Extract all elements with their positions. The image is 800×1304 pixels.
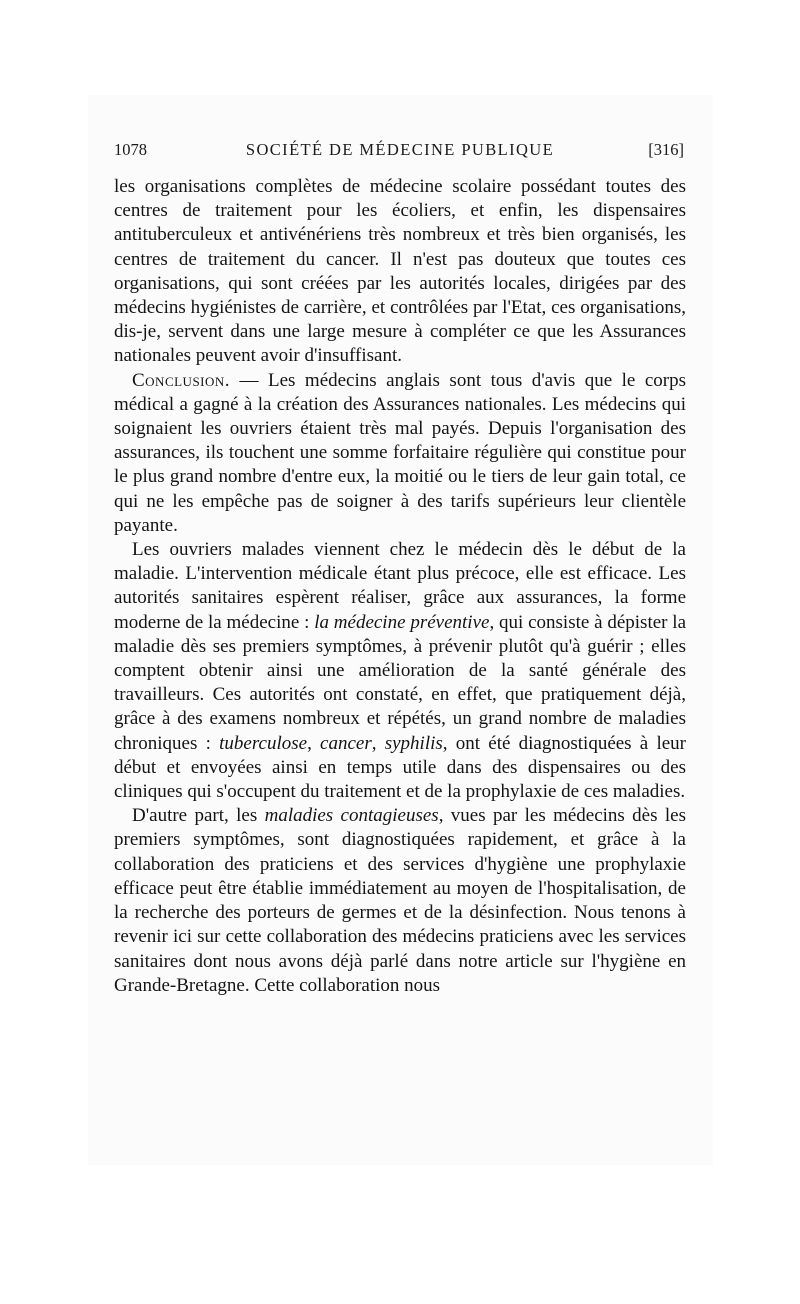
paragraph-2-text: — Les médecins anglais sont tous d'avis que le corps médical a gagné à la création des Assurances nationales. Les médecins qui soignaient les ouvriers étaient très mal payés. Depuis l'organisation des assurances, ils touchent une somme forfaitaire régulière qui constitue pour le plus grand nombre d'entre eux, la moitié ou le tiers de leur gain total, ce qui ne les empêche pas de soigner à des tarifs supérieurs leur clientèle payante. — [114, 369, 686, 536]
running-title: SOCIÉTÉ DE MÉDECINE PUBLIQUE — [245, 140, 555, 159]
term-contagious-diseases: maladies contagieuses — [264, 805, 439, 827]
separator-2: , — [371, 732, 385, 754]
conclusion-heading: Conclusion. — [132, 369, 231, 391]
separator-1: , — [307, 732, 321, 754]
paragraph-4-text-b: , vues par les médecins dès les premiers symptômes, sont diagnostiquées rapidement, et grâce à la collaboration des praticiens et des services d'hygiène une prophylaxie efficace peut être établie immédiatement au moyen de l'hospitalisation, de la recherche des porteurs de germes et de la désinfection. Nous tenons à revenir ici sur cette collaboration des médecins praticiens avec les services sanitaires dont nous avons déjà parlé dans notre article sur l'hygiène en Grande-Bretagne. Cette collaboration nous — [114, 805, 686, 996]
page-header — [114, 140, 686, 166]
paragraph-3-text-b: , qui consiste à dépister la maladie dès ses premiers symptômes, à prévenir plutôt qu'à guérir ; elles comptent obtenir ainsi une amélioration de la santé générale des travailleurs. Ces autorités ont constaté, en effet, que pratiquement déjà, grâce à des examens nombreux et répétés, un grand nombre de maladies chroniques : — [114, 611, 687, 754]
page-number: 1078 — [114, 140, 147, 159]
text-body — [114, 175, 686, 998]
reference-number: [316] — [648, 140, 684, 159]
term-cancer: cancer — [320, 732, 372, 754]
paragraph-conclusion — [114, 369, 686, 538]
term-preventive-medicine: la médecine préventive — [314, 611, 490, 633]
paragraph-4-text-a: D'autre part, les — [132, 805, 265, 827]
paragraph-3-text-a: Les ouvriers malades viennent chez le médecin dès le début de la maladie. L'intervention médicale étant plus précoce, elle est efficace. Les autorités sanitaires espèrent réaliser, grâce aux assurances, la forme moderne de la médecine : — [114, 539, 686, 633]
paragraph-4 — [114, 804, 686, 998]
term-syphilis: syphilis — [384, 732, 443, 754]
paragraph-3 — [114, 538, 686, 804]
term-tuberculosis: tuberculose — [219, 732, 308, 754]
paragraph-1-text: les organisations complètes de médecine scolaire possédant toutes des centres de traitement pour les écoliers, et enfin, les dispensaires antituberculeux et antivénériens très nombreux et très bien organisés, les centres de traitement du cancer. Il n'est pas douteux que toutes ces organisations, qui sont créées par les autorités locales, dirigées par des médecins hygiénistes de carrière, et contrôlées par l'Etat, ces organisations, dis-je, servent dans une large mesure à compléter ce que les Assurances nationales peuvent avoir d'insuffisant. — [114, 176, 686, 367]
paragraph-1 — [114, 175, 686, 369]
paragraph-3-text-c: , ont été diagnostiquées à leur début et envoyées ainsi en temps utile dans des dispensaires ou des cliniques qui s'occupent du traitement et de la prophylaxie de ces maladies. — [114, 732, 687, 803]
